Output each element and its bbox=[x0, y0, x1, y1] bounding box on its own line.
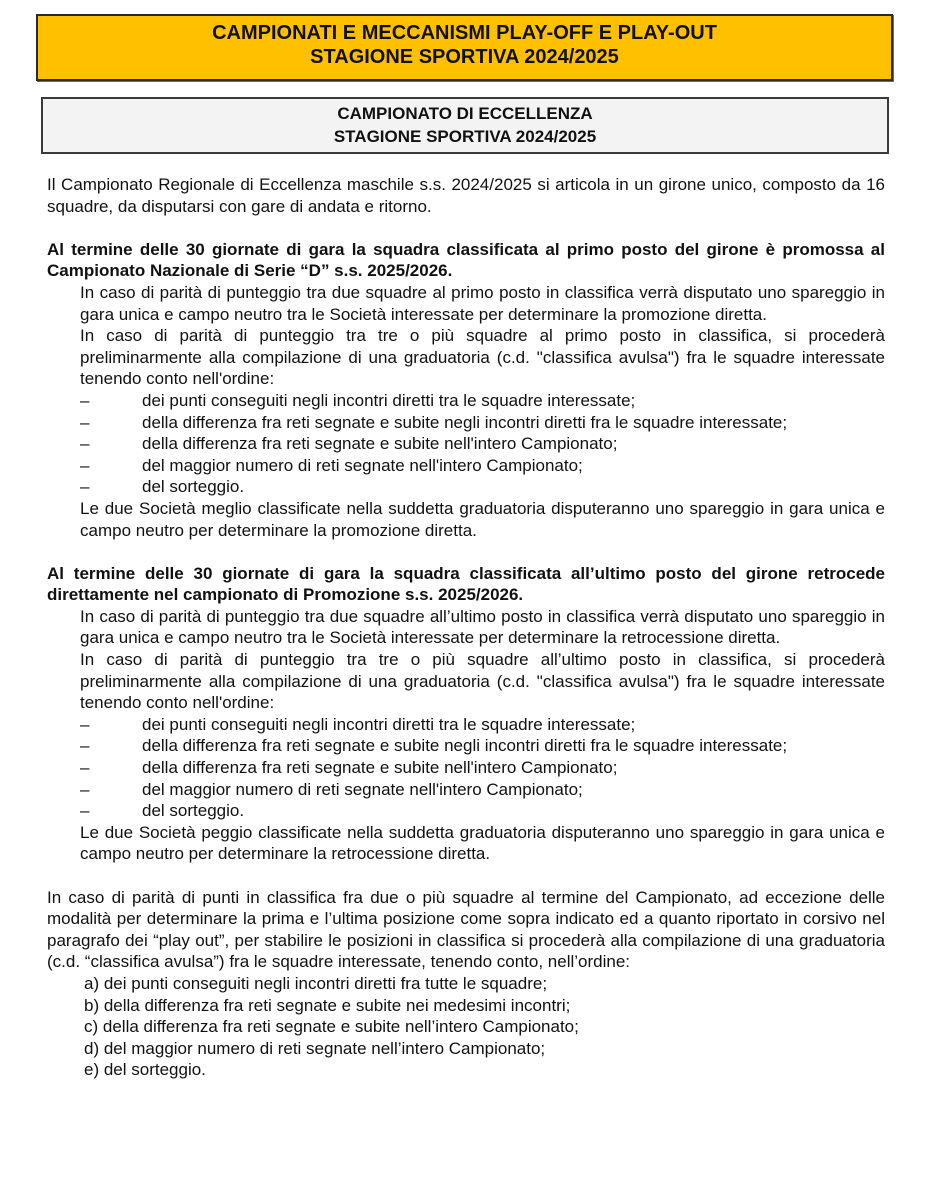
relegation-conclusion-paragraph: Le due Società peggio classificate nella suddetta graduatoria disputeranno uno spareggio in gara unica e campo neutro per determinare la retrocessione diretta. bbox=[80, 822, 885, 864]
criterion-text: della differenza fra reti segnate e subite negli incontri diretti fra le squadre interessate; bbox=[142, 736, 788, 756]
relegation-heading: Al termine delle 30 giornate di gara la squadra classificata all’ultimo posto del girone retrocede direttamente nel campionato di Promozione s.s. 2025/2026. bbox=[47, 563, 885, 605]
section-title-box bbox=[41, 97, 889, 154]
criterion-text: del sorteggio. bbox=[142, 477, 245, 497]
list-item: c) della differenza fra reti segnate e subite nell’intero Campionato; bbox=[84, 1017, 579, 1037]
list-item bbox=[80, 455, 885, 477]
dash-bullet-icon: – bbox=[80, 455, 90, 475]
dash-bullet-icon: – bbox=[80, 477, 90, 497]
tiebreak-criteria-list bbox=[47, 973, 885, 1081]
promotion-criteria-list bbox=[47, 390, 885, 498]
promotion-two-teams-paragraph: In caso di parità di punteggio tra due squadre al primo posto in classifica verrà disputato uno spareggio in gara unica e campo neutro tra le Società interessate per determinare la promozione diretta. bbox=[80, 282, 885, 324]
list-item bbox=[80, 800, 885, 822]
document-title-banner bbox=[36, 14, 893, 81]
document-body bbox=[47, 174, 885, 1081]
tiebreak-paragraph: In caso di parità di punti in classifica fra due o più squadre al termine del Campionato, ad eccezione delle modalità per determinare la prima e l’ultima posizione come sopra indicato ed a quanto riportato in corsivo nel paragrafo dei “play out”, per stabilire le posizioni in classifica si procederà alla compilazione di una graduatoria (c.d. “classifica avulsa”) fra le squadre interessate, tenendo conto, nell’ordine: bbox=[47, 887, 885, 972]
dash-bullet-icon: – bbox=[80, 736, 90, 756]
relegation-section bbox=[47, 563, 885, 865]
promotion-conclusion-paragraph: Le due Società meglio classificate nella suddetta graduatoria disputeranno uno spareggio in gara unica e campo neutro per determinare la promozione diretta. bbox=[80, 498, 885, 540]
dash-bullet-icon: – bbox=[80, 779, 90, 799]
section-title-line-2: STAGIONE SPORTIVA 2024/2025 bbox=[333, 127, 597, 146]
section-title-line-1: CAMPIONATO DI ECCELLENZA bbox=[337, 104, 593, 123]
criterion-text: del maggior numero di reti segnate nell'intero Campionato; bbox=[142, 779, 583, 799]
criterion-text: della differenza fra reti segnate e subite negli incontri diretti fra le squadre interessate; bbox=[142, 412, 788, 432]
promotion-section bbox=[47, 239, 885, 541]
list-item bbox=[80, 779, 885, 801]
criterion-text: della differenza fra reti segnate e subite nell'intero Campionato; bbox=[142, 434, 618, 454]
dash-bullet-icon: – bbox=[80, 801, 90, 821]
criterion-text: della differenza fra reti segnate e subite nell'intero Campionato; bbox=[142, 758, 618, 778]
dash-bullet-icon: – bbox=[80, 714, 90, 734]
dash-bullet-icon: – bbox=[80, 412, 90, 432]
intro-paragraph: Il Campionato Regionale di Eccellenza maschile s.s. 2024/2025 si articola in un girone unico, composto da 16 squadre, da disputarsi con gare di andata e ritorno. bbox=[47, 175, 885, 216]
criterion-text: dei punti conseguiti negli incontri diretti tra le squadre interessate; bbox=[142, 390, 636, 410]
list-item bbox=[80, 412, 885, 434]
relegation-three-teams-paragraph: In caso di parità di punteggio tra tre o più squadre all’ultimo posto in classifica, si procederà preliminarmente alla compilazione di una graduatoria (c.d. "classifica avulsa") fra le squadre interessate tenendo conto nell'ordine: bbox=[80, 650, 885, 713]
list-item: d) del maggior numero di reti segnate nell’intero Campionato; bbox=[84, 1038, 546, 1058]
list-item: a) dei punti conseguiti negli incontri diretti fra tutte le squadre; bbox=[84, 973, 548, 993]
dash-bullet-icon: – bbox=[80, 390, 90, 410]
list-item bbox=[80, 757, 885, 779]
tiebreak-section bbox=[47, 887, 885, 1081]
list-item: e) del sorteggio. bbox=[84, 1060, 206, 1080]
promotion-three-teams-paragraph: In caso di parità di punteggio tra tre o più squadre al primo posto in classifica, si procederà preliminarmente alla compilazione di una graduatoria (c.d. "classifica avulsa") fra le squadre interessate tenendo conto nell'ordine: bbox=[80, 326, 885, 389]
list-item bbox=[80, 476, 885, 498]
dash-bullet-icon: – bbox=[80, 758, 90, 778]
promotion-heading: Al termine delle 30 giornate di gara la squadra classificata al primo posto del girone è promossa al Campionato Nazionale di Serie “D” s.s. 2025/2026. bbox=[47, 239, 885, 281]
relegation-two-teams-paragraph: In caso di parità di punteggio tra due squadre all’ultimo posto in classifica verrà disputato uno spareggio in gara unica e campo neutro tra le Società interessate per determinare la retrocessione diretta. bbox=[80, 606, 885, 648]
criterion-text: del maggior numero di reti segnate nell'intero Campionato; bbox=[142, 455, 583, 475]
list-item bbox=[80, 735, 885, 757]
document-title-line-2: STAGIONE SPORTIVA 2024/2025 bbox=[310, 46, 619, 68]
list-item bbox=[80, 714, 885, 736]
criterion-text: del sorteggio. bbox=[142, 801, 245, 821]
relegation-criteria-list bbox=[47, 714, 885, 822]
dash-bullet-icon: – bbox=[80, 434, 90, 454]
list-item: b) della differenza fra reti segnate e subite nei medesimi incontri; bbox=[84, 995, 571, 1015]
list-item bbox=[80, 433, 885, 455]
criterion-text: dei punti conseguiti negli incontri diretti tra le squadre interessate; bbox=[142, 714, 636, 734]
list-item bbox=[80, 390, 885, 412]
document-title-line-1: CAMPIONATI E MECCANISMI PLAY-OFF E PLAY-OUT bbox=[212, 22, 717, 44]
